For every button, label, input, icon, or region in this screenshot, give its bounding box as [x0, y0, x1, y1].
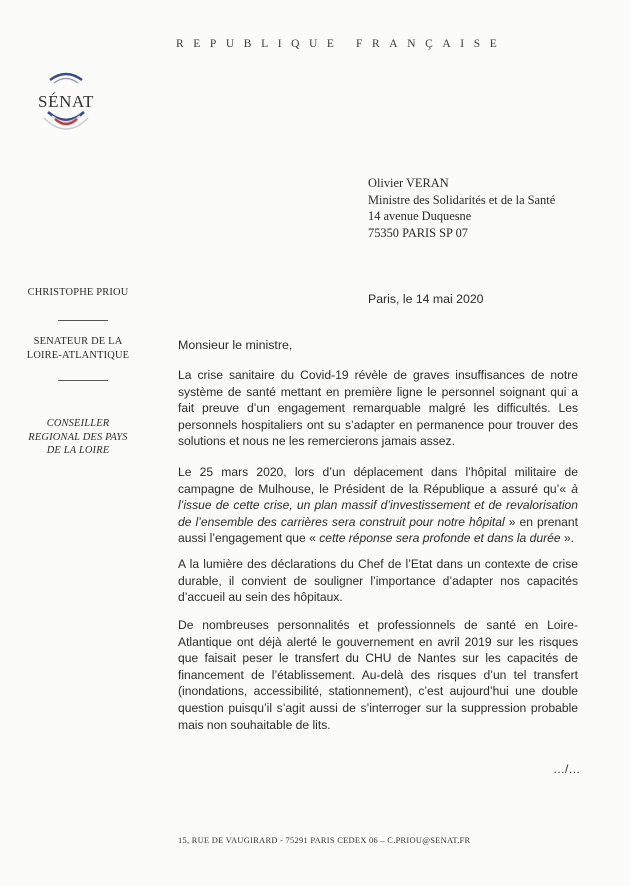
letter-date: Paris, le 14 mai 2020 — [368, 292, 484, 306]
recipient-street: 14 avenue Duquesne — [368, 209, 472, 223]
paragraph-4: De nombreuses personnalités et professionnels de santé en Loire-Atlantique ont déjà alerté le gouvernement en avril 2019 sur les risques que faisait peser le transfert du CHU de Nantes sur les capacités de financement de l’établissement. Au-delà des risques d’un tel transfert (inondations, accessibilité, stationnement), c’est aujourd’hui une double question puisqu’il s’agit aussi de s’interroger sur la suppression probable mais non souhaitable de lits. — [178, 618, 578, 732]
salutation: Monsieur le ministre, — [178, 338, 293, 352]
recipient-address-block — [368, 175, 555, 241]
paragraph-2 — [178, 464, 578, 547]
author-name: CHRISTOPHE PRIOU — [27, 287, 129, 298]
republique-francaise-header: REPUBLIQUE FRANÇAISE — [176, 38, 507, 50]
senator-role-line1: SENATEUR DE LA — [33, 336, 123, 347]
council-role-line3: DE LA LOIRE — [46, 445, 110, 456]
paragraph-2-text: » en prenant aussi l’engagement que « — [178, 514, 578, 546]
paragraph-1: La crise sanitaire du Covid-19 révèle de graves insuffisances de notre système de santé mettant en première ligne le personnel soignant qui a fait preuve d’un engagement remarquable malgré les difficultés. Les personnels hospitaliers ont su s’adapter en permanence pour trouver des solutions et nous ne les remercierons jamais assez. — [178, 368, 578, 449]
paragraph-2-text: ». — [560, 531, 575, 546]
sidebar-divider — [58, 380, 108, 381]
senator-role — [14, 335, 142, 362]
paragraph-2-quote: à l’issue de cette crise, un plan massif d’investissement et de revalorisation de l’ensemble des carrières sera construit pour notre hôpital — [178, 481, 578, 529]
paragraph-2-text: Le 25 mars 2020, lors d’un déplacement dans l’hôpital militaire de campagne de Mulhouse, le Président de la République a assuré qu’« — [178, 465, 578, 496]
sidebar-divider — [58, 320, 108, 321]
council-role-line1: CONSEILLER — [46, 418, 110, 429]
council-role-line2: REGIONAL DES PAYS — [28, 431, 128, 443]
council-role — [14, 417, 142, 458]
recipient-city: 75350 PARIS SP 07 — [368, 225, 468, 240]
senat-logo — [30, 66, 102, 134]
senat-logo-text: SÉNAT — [38, 92, 94, 111]
paragraph-3: A la lumière des déclarations du Chef de l’Etat dans un contexte de crise durable, il convient de souligner l’importance d’adapter nos capacités d’accueil au sein des hôpitaux. — [178, 557, 578, 605]
senator-role-line2: LOIRE-ATLANTIQUE — [26, 349, 130, 361]
recipient-name: Olivier VERAN — [368, 176, 449, 190]
recipient-title: Ministre des Solidarités et de la Santé — [368, 192, 556, 207]
footer-address: 15, RUE DE VAUGIRARD - 75291 PARIS CEDEX 06 – C.PRIOU@SENAT.FR — [178, 836, 471, 845]
continuation-mark: …/… — [553, 762, 581, 776]
paragraph-2-quote: cette réponse sera profonde et dans la durée — [319, 531, 561, 546]
